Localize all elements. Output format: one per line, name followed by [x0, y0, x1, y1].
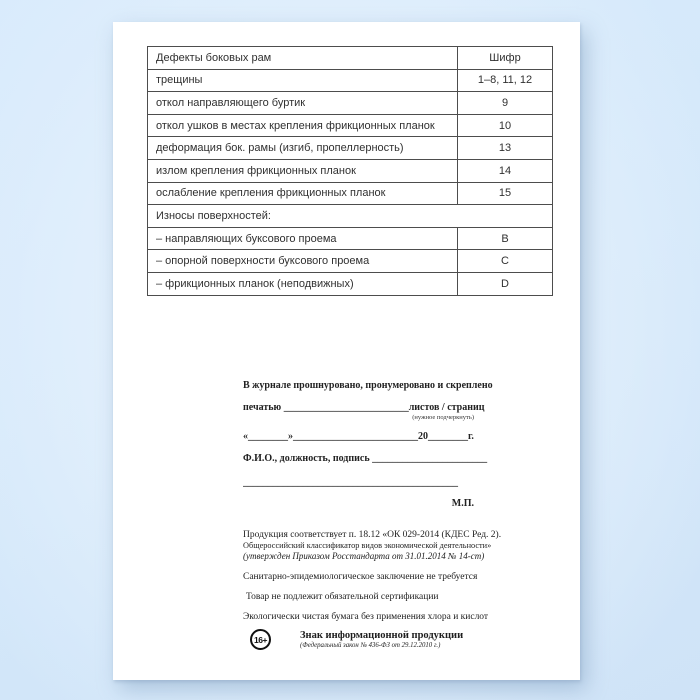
defects-table — [147, 46, 553, 296]
defect-label: – направляющих буксового проема — [148, 228, 458, 250]
defect-code: B — [501, 232, 509, 245]
journal-certification-block — [243, 380, 493, 510]
defect-code: 9 — [501, 96, 509, 109]
compliance-block — [243, 530, 502, 650]
table-row — [148, 115, 552, 138]
defect-label: откол ушков в местах крепления фрикционных планок — [148, 115, 458, 137]
date-line: «________»_________________________20________г. — [243, 431, 474, 442]
info-mark-row — [250, 629, 485, 650]
blank-line: _________________________ — [283, 402, 409, 413]
column-header-defects: Дефекты боковых рам — [148, 47, 458, 69]
defect-label: откол направляющего буртик — [148, 92, 458, 114]
table-row — [148, 160, 552, 183]
defect-code: 14 — [498, 164, 512, 177]
defect-code: 15 — [498, 187, 512, 200]
blank-line: _______________________ — [372, 453, 488, 464]
compliance-text-line-1: Продукция соответствует п. 18.12 «ОК 029-2014 (КДЕС Ред. 2). — [243, 530, 502, 540]
journal-line-1: В журнале прошнуровано, пронумеровано и скреплено — [243, 380, 493, 391]
table-header-row — [148, 47, 552, 70]
defect-code: 13 — [498, 142, 512, 155]
signature-line — [243, 453, 488, 465]
table-row — [148, 273, 552, 296]
certification-statement: Товар не подлежит обязательной сертификации — [246, 592, 439, 602]
info-mark-title: Знак информационной продукции — [300, 629, 464, 641]
defect-label: ослабление крепления фрикционных планок — [148, 183, 458, 205]
table-row — [148, 137, 552, 160]
defect-code: D — [501, 277, 509, 290]
table-row — [148, 92, 552, 115]
document-page — [113, 22, 580, 680]
defect-label: – фрикционных планок (неподвижных) — [148, 273, 458, 295]
defect-code: 10 — [498, 119, 512, 132]
compliance-text-line-2: Общероссийский классификатор видов экономической деятельности» — [243, 541, 492, 550]
defect-label: деформация бок. рамы (изгиб, пропеллерность) — [148, 137, 458, 159]
compliance-text-line-3: (утвержден Приказом Росстандарта от 31.01.2014 № 14-ст) — [243, 551, 485, 561]
table-section-row — [148, 205, 552, 228]
defect-label: трещины — [148, 70, 458, 92]
underline-note: (нужное подчеркнуть) — [412, 414, 474, 421]
defect-code: C — [501, 255, 509, 268]
table-row — [148, 70, 552, 93]
table-row — [148, 250, 552, 273]
eco-statement: Экологически чистая бумага без применения хлора и кислот — [243, 612, 489, 622]
info-mark-law: (Федеральный закон № 436-ФЗ от 29.12.2010 г.) — [300, 641, 441, 649]
defect-label: – опорной поверхности буксового проема — [148, 250, 458, 272]
sheets-pages-label: листов / страниц — [408, 402, 485, 413]
journal-line-2 — [243, 402, 485, 414]
sealed-label: печатью — [243, 402, 282, 413]
sanitary-statement: Санитарно-эпидемиологическое заключение не требуется — [243, 572, 478, 582]
age-rating-16plus-icon: 16+ — [250, 629, 271, 650]
stamp-place-label: М.П. — [451, 498, 474, 509]
name-position-signature-label: Ф.И.О., должность, подпись — [243, 453, 370, 464]
defect-code: 1–8, 11, 12 — [477, 74, 533, 87]
table-row — [148, 183, 552, 206]
blank-line-full: ___________________________________________ — [243, 477, 458, 488]
section-label: Износы поверхностей: — [156, 209, 271, 222]
defect-label: излом крепления фрикционных планок — [148, 160, 458, 182]
table-row — [148, 228, 552, 251]
column-header-code: Шифр — [489, 51, 521, 64]
info-mark-text — [300, 630, 463, 650]
